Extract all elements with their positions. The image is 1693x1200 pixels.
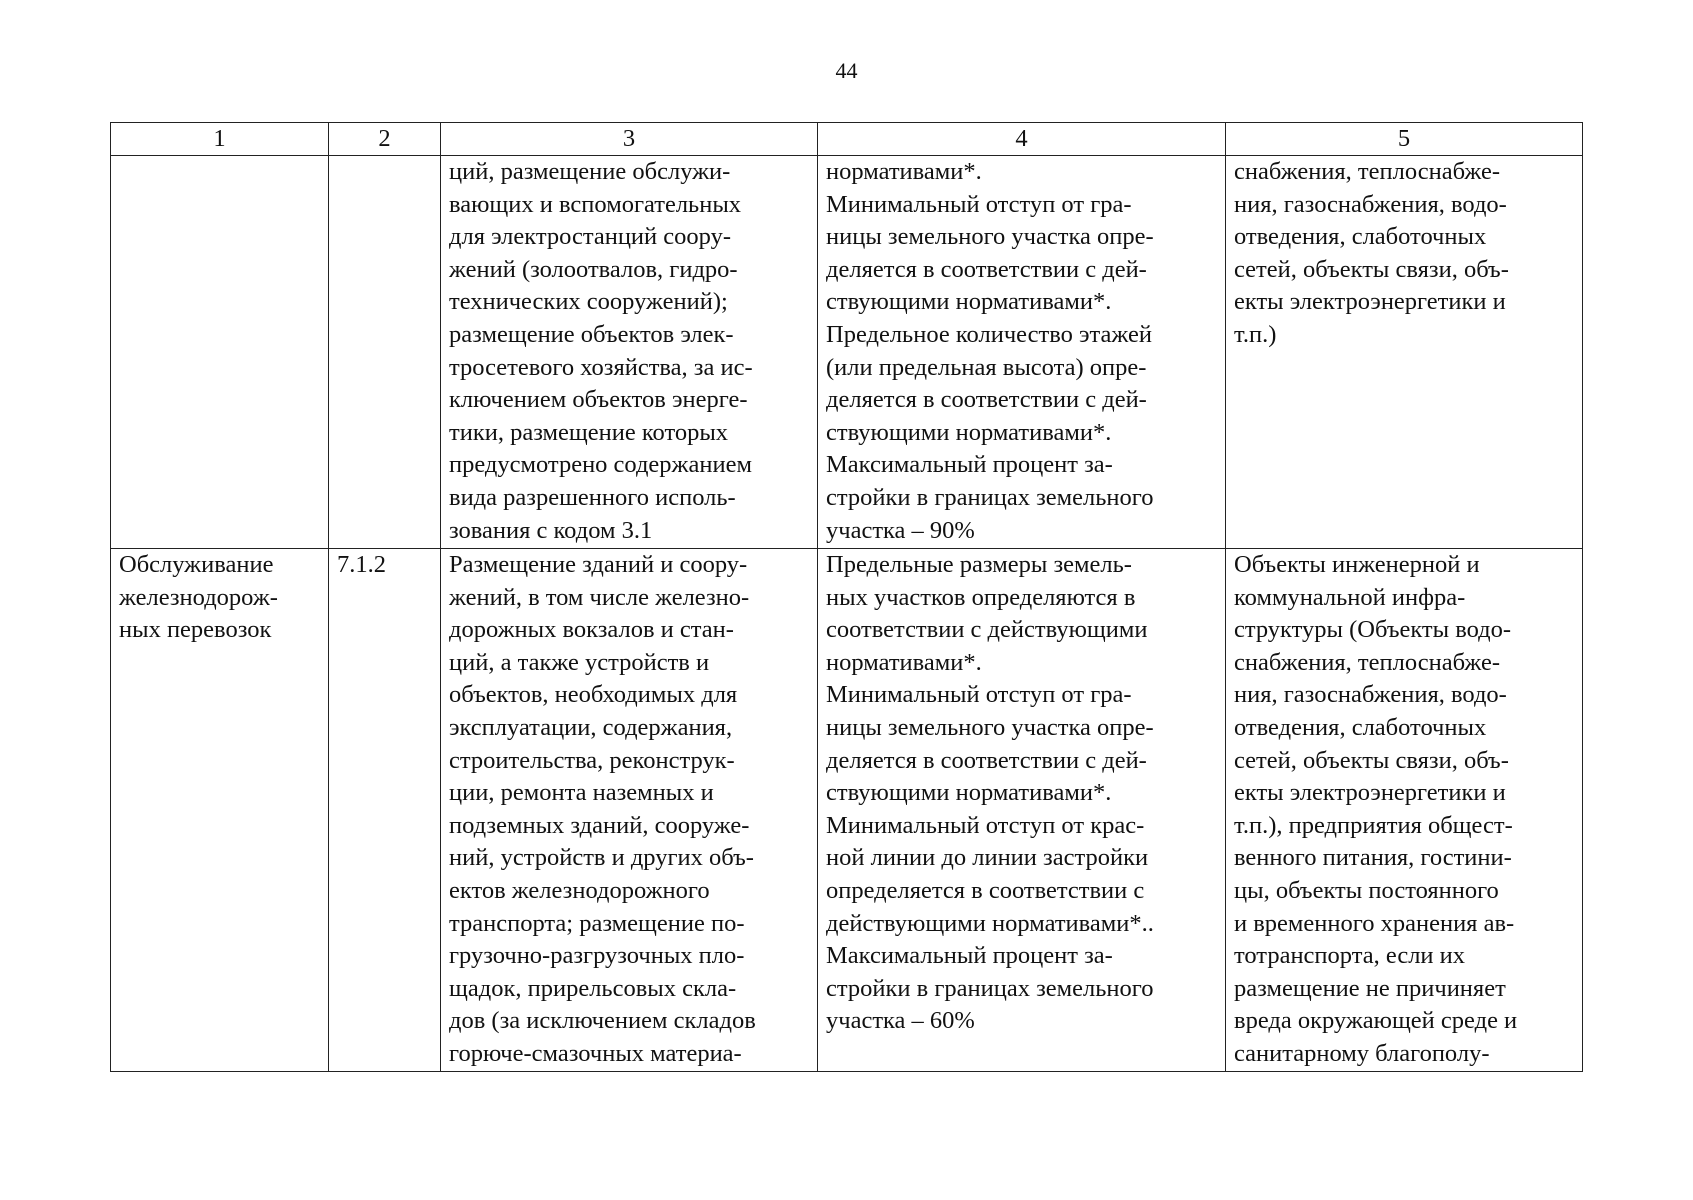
table-row	[111, 549, 1583, 1072]
use-code-text: 7.1.2	[337, 551, 386, 578]
auxiliary-uses-text: снабжения, теплоснабже- ния, газоснабжения, водо- отведения, слаботочных сетей, объекты связи, объ- екты электроэнергетики и т.п.)	[1234, 158, 1509, 348]
use-name-cell	[111, 549, 329, 1072]
column-header-5: 5	[1226, 123, 1583, 156]
column-header-3: 3	[441, 123, 818, 156]
parameters-text: нормативами*. Минимальный отступ от гра- ницы земельного участка опре- деляется в соответствии с дей- ствующими нормативами*. Предельное количество этажей (или предельная высота) опре- деляется в соответствии с дей- ствующими нормативами*. Максимальный процент за- стройки в границах земельного участка – 90%	[826, 158, 1154, 544]
table-header-row	[111, 123, 1583, 156]
use-code-cell	[329, 549, 441, 1072]
use-code-cell	[329, 156, 441, 549]
document-table	[110, 122, 1583, 1072]
page-number: 44	[835, 58, 858, 83]
parameters-cell	[818, 156, 1226, 549]
description-text: Размещение зданий и соору- жений, в том числе железно- дорожных вокзалов и стан- ций, а также устройств и объектов, необходимых для эксплуатации, содержания, строительства, реконструк- ции, ремонта наземных и подземных зданий, сооруже- ний, устройств и других объ- ектов железнодорожного транспорта; размещение по- грузочно-разгрузочных пло- щадок, прирельсовых скла- дов (за исключением складов горюче-смазочных материа-	[449, 551, 756, 1067]
column-header-4: 4	[818, 123, 1226, 156]
description-cell	[441, 549, 818, 1072]
auxiliary-uses-cell	[1226, 549, 1583, 1072]
column-header-2: 2	[329, 123, 441, 156]
description-text: ций, размещение обслужи- вающих и вспомогательных для электростанций соору- жений (золоотвалов, гидро- технических сооружений); размещение объектов элек- тросетевого хозяйства, за ис- ключением объектов энерге- тики, размещение которых предусмотрено содержанием вида разрешенного исполь- зования с кодом 3.1	[449, 158, 753, 544]
parameters-text: Предельные размеры земель- ных участков определяются в соответствии с действующими нормативами*. Минимальный отступ от гра- ницы земельного участка опре- деляется в соответствии с дей- ствующими нормативами*. Минимальный отступ от крас- ной линии до линии застройки определяется в соответствии с действующими нормативами*.. Максимальный процент за- стройки в границах земельного участка – 60%	[826, 551, 1154, 1035]
auxiliary-uses-text: Объекты инженерной и коммунальной инфра- структуры (Объекты водо- снабжения, теплоснабже- ния, газоснабжения, водо- отведения, слаботочных сетей, объекты связи, объ- екты электроэнергетики и т.п.), предприятия общест- венного питания, гостини- цы, объекты постоянного и временного хранения ав- тотранспорта, если их размещение не причиняет вреда окружающей среде и санитарному благополу-	[1234, 551, 1518, 1067]
column-header-1: 1	[111, 123, 329, 156]
table-row	[111, 156, 1583, 549]
parameters-cell	[818, 549, 1226, 1072]
use-name-text: Обслуживание железнодорож- ных перевозок	[119, 551, 278, 644]
description-cell	[441, 156, 818, 549]
auxiliary-uses-cell	[1226, 156, 1583, 549]
use-name-cell	[111, 156, 329, 549]
